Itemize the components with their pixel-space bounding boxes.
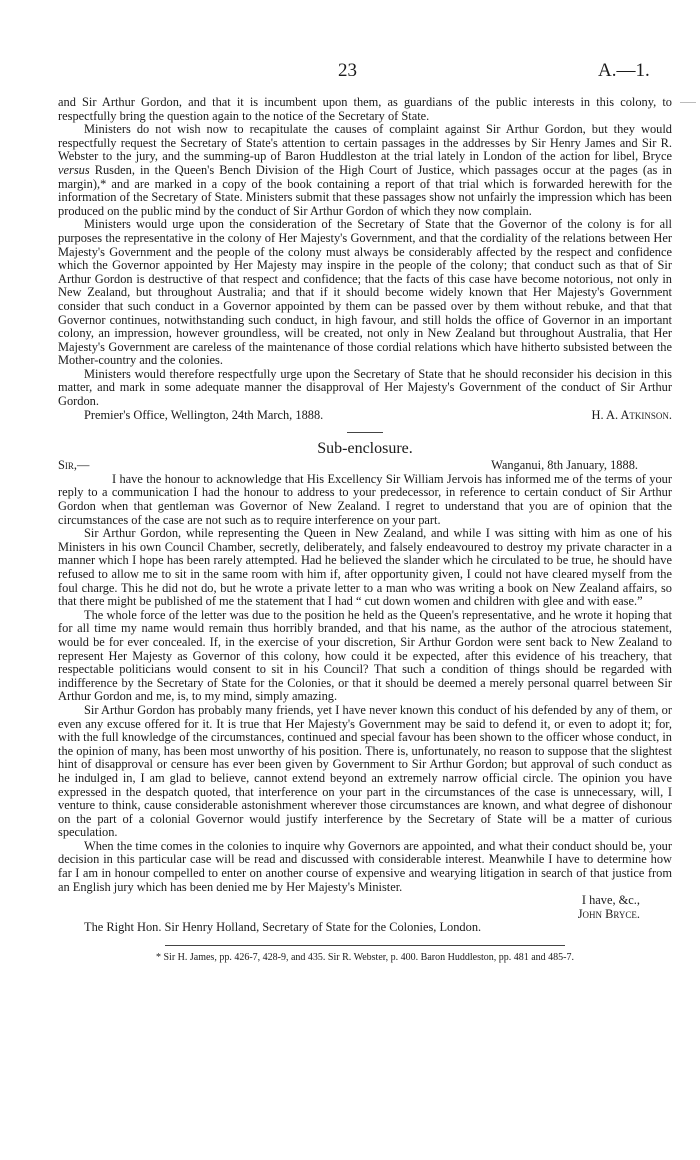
margin-mark [680, 102, 696, 103]
sub-enclosure-title: Sub-enclosure. [317, 440, 413, 458]
letter-signature: John Bryce. [577, 906, 640, 921]
paragraph-2 [58, 123, 672, 218]
letter-date: Wanganui, 8th January, 1888. [491, 458, 638, 473]
paragraph-4: Ministers would therefore respectfully urge upon the Secretary of State that he should reconsider his decision in this matter, and mark in some adequate manner the disapproval of Her Majesty's Government of the conduct of Sir Arthur Gordon. [58, 366, 672, 409]
paragraph-3: Ministers would urge upon the consideration of the Secretary of State that the Governor of the colony is for all purposes the representative in the colony of Her Majesty's Government, and that the cordiality of the relations between Her Majesty's Government and the people of the colony must always be considerably affected by the respect and confidence which the Governor appointed by Her Majesty may inspire in the people of the colony; that conduct such as that of Sir Arthur Gordon is destructive of that respect and confidence; that the facts of this case have become notorious, not only in New Zealand, but throughout Australia; and that if it should become widely known that Her Majesty's Government consider that such conduct in a Governor appointed by them can be passed over by them without rebuke, and that that Governor continues, notwithstanding such conduct, in high favour, and still holds the office of Governor in an important colony, an impression, however groundless, will be created, not only in New Zealand but throughout Australia, that Her Majesty's Government are careless of the maintenance of those cordial relations which have hitherto subsisted between the Mother-country and the colonies. [58, 217, 672, 368]
page-number: 23 [338, 60, 357, 81]
signoff-signer: H. A. Atkinson. [591, 407, 672, 422]
versus-word: versus [58, 162, 90, 177]
letter-closing [58, 894, 672, 908]
letter-addressee: The Right Hon. Sir Henry Holland, Secretary of State for the Colonies, London. [84, 920, 482, 935]
letter-paragraph-5: When the time comes in the colonies to inquire why Governors are appointed, and what their conduct should be, your decision in this particular case will be read and discussed with considerable interest. Meanwhile I have to determine how far I am in honour compelled to enter on another course of expensive and wearying litigation in search of that justice from an English jury which has been denied me by Her Majesty's Minister. [58, 838, 672, 894]
salutation: Sir,— [58, 458, 90, 473]
section-divider [347, 432, 383, 433]
signoff [58, 409, 672, 423]
letter-paragraph-2: Sir Arthur Gordon, while representing the Queen in New Zealand, and while I was sitting with him as one of his Ministers in his own Council Chamber, secretly, deliberately, and falsely endeavoured to destroy my private character in a manner which I hope has been rarely attempted. Had he believed the slander which he circulated to be true, he should have refused to allow me to sit in the same room with him if, after opportunity given, I could not have cleared myself from the foul charge. This he did not do, but he wrote a private letter to a man who was writing a book on New Zealand affairs, so that there might be published of me the statement that I had “ cut down women and children with glee and with ease.” [58, 526, 672, 609]
signoff-place-date: Premier's Office, Wellington, 24th March, 1888. [84, 407, 324, 422]
paragraph-2-start: Ministers do not wish now to recapitulate the causes of complaint against Sir Arthur Gordon, but they would respectfully request the Secretary of State's attention to certain passages in the addresses by Sir Henry James and Sir R. Webster to the jury, and the summing-up of Baron Huddleston at the trial lately in London of the action for libel, Bryce [58, 122, 672, 164]
series-reference: A.—1. [598, 60, 650, 81]
page-header [0, 60, 700, 84]
closing-phrase: I have, &c., [581, 893, 640, 908]
paragraph-1: and Sir Arthur Gordon, and that it is incumbent upon them, as guardians of the public interests in this colony, to respectfully bring the question again to the notice of the Secretary of State. [58, 95, 672, 123]
footnote: * Sir H. James, pp. 426-7, 428-9, and 435. Sir R. Webster, p. 400. Baron Huddleston, pp. 481 and 485-7. [155, 952, 575, 964]
letter-heading [58, 459, 672, 473]
main-text [58, 96, 672, 964]
letter-paragraph-4: Sir Arthur Gordon has probably many friends, yet I have never known this conduct of his defended by any of them, or even any excuse offered for it. It is true that Her Majesty's Government may be said to defend it, or even to adopt it; for, with the full knowledge of the circumstances, continued and special favour has been shown to the officer whose conduct, in the opinion of many, has been most unworthy of his position. There is, unfortunately, no reason to suppose that the slightest hint of disapproval or censure has ever been given by Government to Sir Arthur Gordon; but approval of such conduct as he indulged in, I am glad to believe, cannot extend beyond an extremely narrow official circle. The opinion you have expressed in the despatch quoted, that interference on your part in the circumstances of the case is unnecessary, will, I venture to think, cause considerable astonishment wherever those circumstances are known, and what degree of dishonour on the part of a colonial Governor would justify interference by the Secretary of State will be a matter of curious speculation. [58, 702, 672, 840]
letter-paragraph-1: I have the honour to acknowledge that His Excellency Sir William Jervois has informed me of the terms of your reply to a communication I had the honour to address to your predecessor, in reference to certain conduct of Sir Arthur Gordon when that gentleman was Governor of New Zealand. I regret to understand that you are of opinion that the circumstances of the case are not such as to require interference on your part. [58, 471, 672, 527]
footnote-divider [165, 945, 565, 946]
paragraph-2-end: Rusden, in the Queen's Bench Division of the High Court of Justice, which passages occur at the pages (as in margin),* and are marked in a copy of the book containing a report of that trial which is forwarded herewith for the information of the Secretary of State. Ministers submit that these passages show not unfairly the impression which has been produced on the public mind by the conduct of Sir Arthur Gordon of which they now complain. [58, 162, 672, 218]
letter-paragraph-3: The whole force of the letter was due to the position he held as the Queen's representative, and he wrote it hoping that for all time my name would remain thus horribly branded, and that his name, as the author of the atrocious statement, would be for ever concealed. If, in the exercise of your discretion, Sir Arthur Gordon were sent back to New Zealand to represent Her Majesty as Governor of this colony, how could it be expected, after this evidence of his treachery, that respectable politicians would consent to sit in his Council? That such a condition of things should be regarded with indifference by the Secretary of State for the Colonies, or that it should be deemed a merely personal quarrel between Sir Arthur Gordon and me, is, to my mind, simply amazing. [58, 607, 672, 704]
